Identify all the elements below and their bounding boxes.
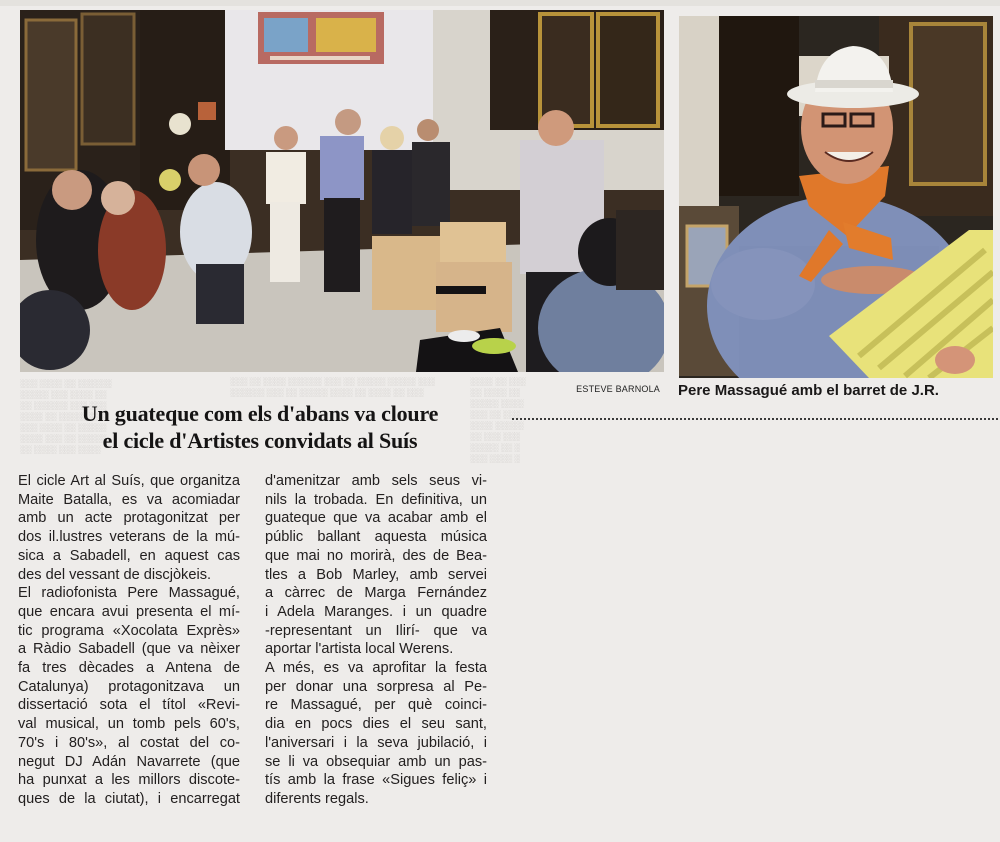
text-line: 70's i 80's», al costat del co- xyxy=(18,734,240,751)
text-line: públic ballant aquesta música xyxy=(265,529,487,546)
bleed-through-text: ░░░░ ░░ ░░░ ░░ ░░░░ ░░ ░░░░░ ░░░░ ░░░ ░░ ░░░ ░░░░ ░░░░░ ░░ ░░░ ░░░ ░░░░░ ░░ ░ ░░░ ░░░░ ░ xyxy=(470,377,526,463)
text-line: nils la trobada. En definitiva, un xyxy=(265,491,487,508)
event-photo xyxy=(20,10,664,372)
text-line: amb un acte protagonitzat per xyxy=(18,510,240,527)
text-line: diferents regals. xyxy=(265,790,369,807)
text-line: a Ràdio Sabadell (que va nèixer xyxy=(18,641,240,658)
text-line: tís amb la frase «Sigues feliç» i xyxy=(265,772,487,789)
text-line: d'amenitzar amb sels seus vi- xyxy=(265,473,487,489)
text-line: que encara avui presenta el mí- xyxy=(18,603,240,620)
text-line: se li va obsequiar amb un pas- xyxy=(265,753,487,770)
text-line: aportar l'artista local Werens. xyxy=(265,641,454,658)
text-line: El radiofonista Pere Massagué, xyxy=(18,585,240,602)
text-line: i Adela Maranges. i un quadre xyxy=(265,603,487,620)
text-line: ques de la ciutat), i encarregat xyxy=(18,790,240,807)
text-line: Maite Batalla, es va acomiadar xyxy=(18,491,240,508)
text-line: dia en pocs dies el seu sant, xyxy=(265,716,487,733)
text-line: fa tres dècades a Antena de xyxy=(18,660,240,677)
text-line: val musical, un tomb pels 60's, xyxy=(18,716,240,733)
headline-line-1: Un guateque com els d'abans va cloure xyxy=(81,401,439,426)
text-line: El cicle Art al Suís, que organitza xyxy=(18,473,240,489)
text-line: dissertació sota el títol «Revi- xyxy=(18,697,240,714)
bleed-through-text: ░░░ ░░░░ ░░ ░░░░░░ ░░░░░ ░░░ ░░░░ ░░ ░░ ░░░░░░ ░░░ ░░░ ░░░░ ░░ ░░░░░ ░░░ ░░░ ░░░░ ░░ ░░░░░ ░░░░ ░░░ ░░ ░░░░░ ░░ ░░░░ ░░░ ░░░░ xyxy=(20,379,112,454)
text-line: guateque que va acabar amb el xyxy=(265,510,487,527)
article-column-1 xyxy=(18,472,240,809)
page-top-edge xyxy=(0,0,1000,6)
article-headline xyxy=(40,400,480,454)
bleed-through-text: ░░░ ░░ ░░░░ ░░░░░░ ░░░ ░░ ░░░░░ ░░░░░ ░░░ ░░░░░░ ░░░ ░░ ░░░░░ ░░░░ ░░ ░░░░ ░░ ░░░ xyxy=(230,377,435,397)
text-line: tles a Bob Marley, amb servei xyxy=(265,566,487,583)
text-line: -representant un Ilirí- que va xyxy=(265,622,487,639)
text-line: des del vessant de discjòkeis. xyxy=(18,566,212,583)
headline-line-2: el cicle d'Artistes convidats al Suís xyxy=(102,428,418,453)
text-line: dos il.lustres veterans de la mú- xyxy=(18,529,240,546)
article-column-2 xyxy=(265,472,487,809)
text-line: ha punxat a les millors discote- xyxy=(18,772,240,789)
portrait-photo xyxy=(679,16,993,378)
text-line: per donar una sorpresa al Pe- xyxy=(265,678,487,695)
text-line: tic programa «Xocolata Exprès» xyxy=(18,622,240,639)
text-line: a càrrec de Marga Fernández xyxy=(265,585,487,602)
text-line: Catalunya) protagonitzava un xyxy=(18,678,240,695)
text-line: que mai no morirà, des de Bea- xyxy=(265,547,487,564)
photo-caption: Pere Massagué amb el barret de J.R. xyxy=(678,382,939,399)
text-line: sica a Sabadell, en aquest cas xyxy=(18,547,240,564)
text-line: negut DJ Adán Navarrete (que xyxy=(18,753,240,770)
text-line: l'aniversari i la seva jubilació, i xyxy=(265,734,487,751)
photo-credit: ESTEVE BARNOLA xyxy=(576,384,660,394)
dotted-separator xyxy=(512,418,998,420)
text-line: re Massagué, per què coinci- xyxy=(265,697,487,714)
text-line: A més, es va aprofitar la festa xyxy=(265,660,487,677)
